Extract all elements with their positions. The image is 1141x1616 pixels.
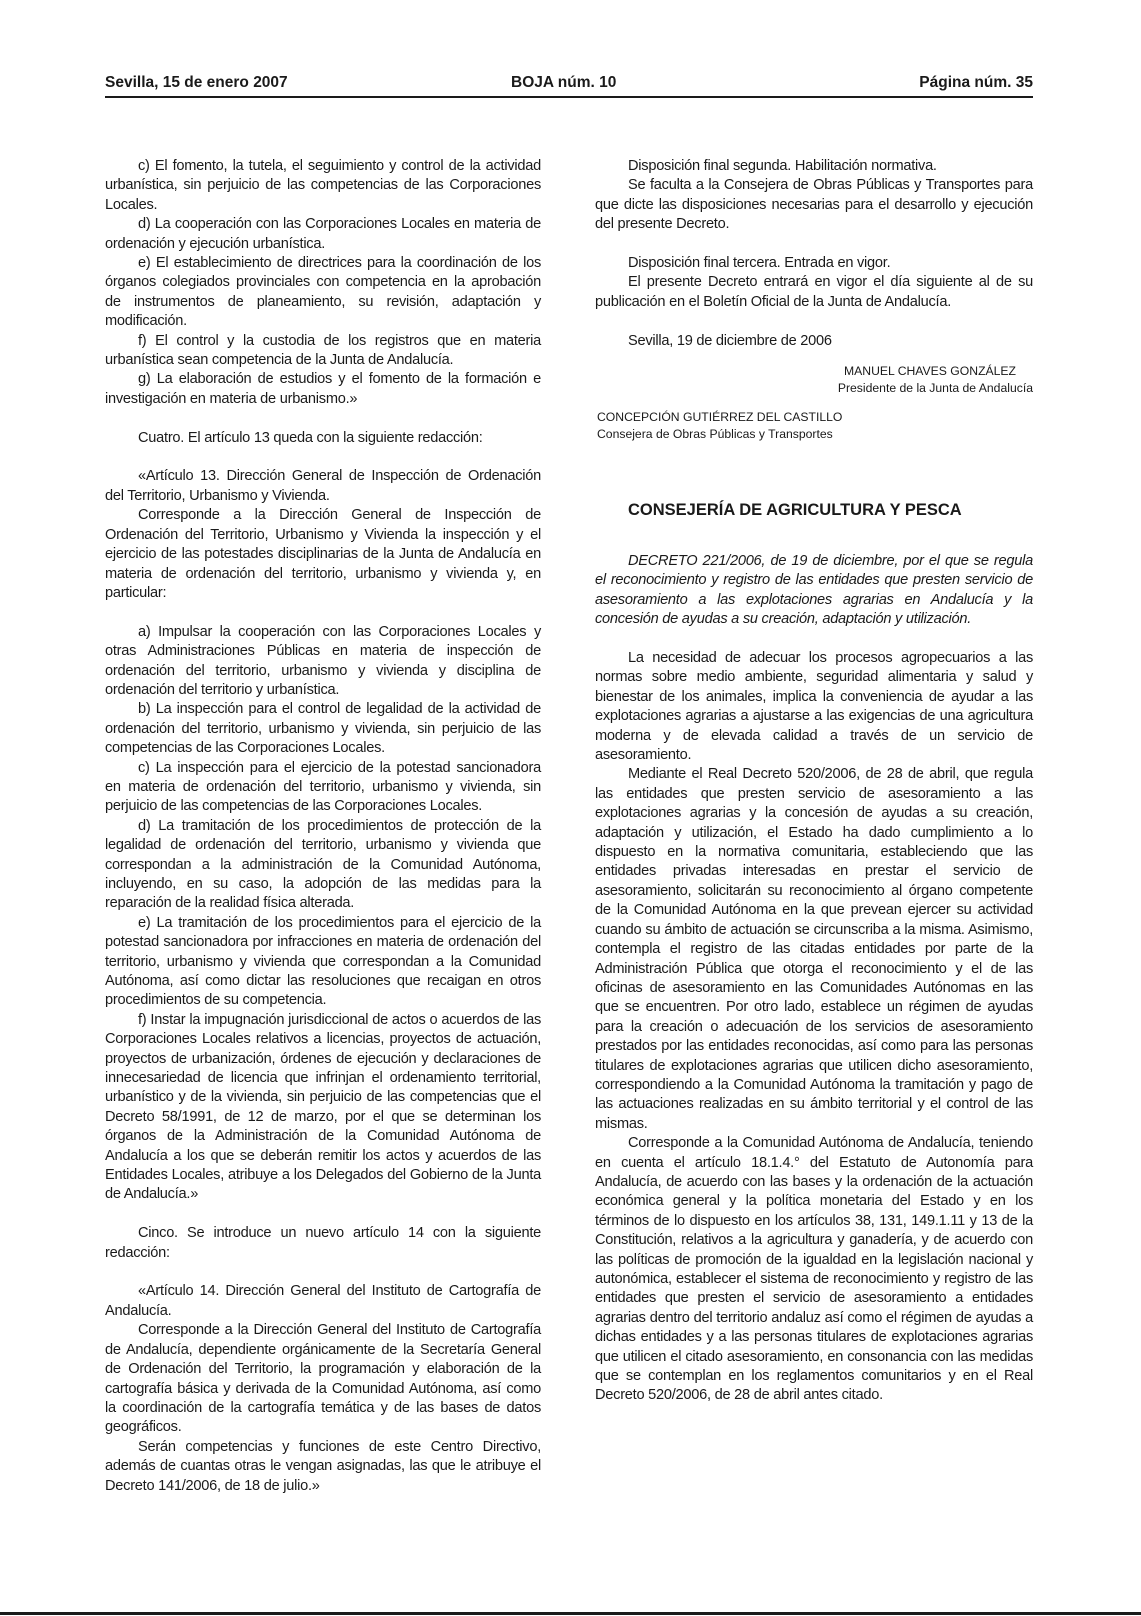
paragraph: f) El control y la custodia de los registros que en materia urbanística sean competencia de la Junta de Andalucía. xyxy=(105,332,541,369)
provision-heading: Disposición final tercera. Entrada en vigor. xyxy=(628,255,891,272)
paragraph: d) La cooperación con las Corporaciones Locales en materia de ordenación y ejecución urbanística. xyxy=(105,216,541,252)
header-bulletin-number: BOJA núm. 10 xyxy=(511,74,617,91)
paragraph: c) La inspección para el ejercicio de la potestad sancionadora en materia de ordenación del territorio, urbanismo y vivienda, sin perjuicio de las competencias de las Corporaciones Locales. xyxy=(105,759,541,815)
signer-title: Presidente de la Junta de Andalucía xyxy=(837,381,1033,396)
signer-name: MANUEL CHAVES GONZÁLEZ xyxy=(843,364,1016,379)
left-column xyxy=(105,157,541,1496)
paragraph: e) El establecimiento de directrices para la coordinación de los órganos colegiados provinciales con competencia en la aprobación de instrumentos de planeamiento, su revisión, adaptación y modificación. xyxy=(105,255,541,330)
paragraph: d) La tramitación de los procedimientos de protección de la legalidad de ordenación del territorio, urbanismo y vivienda que correspondan a la administración de la Comunidad Autónoma, incluyendo, en su caso, la adopción de las medidas para la reparación de la realidad física alterada. xyxy=(105,817,541,912)
article-heading: «Artículo 14. Dirección General del Instituto de Cartografía de Andalucía. xyxy=(105,1283,541,1319)
paragraph: Corresponde a la Dirección General de Inspección de Ordenación del Territorio, Urbanismo y Vivienda la inspección y el ejercicio de las potestades disciplinarias de la Junta de Andalucía en materia de ordenación del territorio, urbanismo y vivienda y, en particular: xyxy=(105,507,541,601)
paragraph: f) Instar la impugnación jurisdiccional de actos o acuerdos de las Corporaciones Locales relativos a licencias, proyectos de actuación, proyectos de urbanización, órdenes de ejecución y declaraciones de innecesariedad de licencia que infrinjan el ordenamiento territorial, urbanístico y de la vivienda, sin perjuicio de las competencias que el Decreto 58/1991, de 12 de marzo, por el que se determinan los órganos de la Administración de la Comunidad Autónoma de Andalucía a los que se deberán remitir los actos y acuerdos de las Entidades Locales, atribuye a los Delegados del Gobierno de la Junta de Andalucía.» xyxy=(105,1011,541,1203)
header-date: Sevilla, 15 de enero 2007 xyxy=(105,74,288,91)
header-page-number: Página núm. 35 xyxy=(919,74,1033,91)
decree-title: DECRETO 221/2006, de 19 de diciembre, por el que se regula el reconocimiento y registro de las entidades que presten servicio de asesoramiento a las explotaciones agrarias en Andalucía y la concesión de ayudas a su creación, adaptación y utilización. xyxy=(595,553,1033,628)
countersigner-title: Consejera de Obras Públicas y Transportes xyxy=(597,427,833,442)
signing-date: Sevilla, 19 de diciembre de 2006 xyxy=(628,332,832,349)
paragraph: e) La tramitación de los procedimientos para el ejercicio de la potestad sancionadora por infracciones en materia de ordenación del territorio, urbanismo y vivienda que correspondan a la Comunidad Autónoma, así como dictar las resoluciones que recaigan en otros procedimientos de su competencia. xyxy=(105,914,541,1009)
paragraph: Se faculta a la Consejera de Obras Públicas y Transportes para que dicte las disposiciones necesarias para el desarrollo y ejecución del presente Decreto. xyxy=(595,177,1033,233)
paragraph: Cuatro. El artículo 13 queda con la siguiente redacción: xyxy=(138,429,483,446)
paragraph: El presente Decreto entrará en vigor el día siguiente al de su publicación en el Boletín Oficial de la Junta de Andalucía. xyxy=(595,274,1033,310)
article-heading: «Artículo 13. Dirección General de Inspección de Ordenación del Territorio, Urbanismo y Vivienda. xyxy=(105,468,541,504)
paragraph: Corresponde a la Comunidad Autónoma de Andalucía, teniendo en cuenta el artículo 18.1.4.° del Estatuto de Autonomía para Andalucía, de acuerdo con las bases y la ordenación de la actuación económica general y la política monetaria del Estado y en los términos de lo dispuesto en los artículos 38, 131, 149.1.11 y 13 de la Constitución, relativos a la agricultura y ganadería, y de acuerdo con las políticas de promoción de la igualdad en la legislación nacional y autonómica, establecer el sistema de reconocimiento y registro de las entidades que presten el servicio de asesoramiento a entidades agrarias dentro del territorio andaluz así como el régimen de ayudas a dichas entidades y a las personas titulares de explotaciones agrarias que utilicen el citado asesoramiento, en consonancia con las medidas que se contemplan en los reglamentos comunitarios y en el Real Decreto 520/2006, de 28 de abril antes citado. xyxy=(595,1135,1033,1404)
paragraph: Corresponde a la Dirección General del Instituto de Cartografía de Andalucía, dependiente orgánicamente de la Secretaría General de Ordenación del Territorio, la programación y elaboración de la cartografía básica y derivada de la Comunidad Autónoma, así como la coordinación de la cartografía temática y de las bases de datos geográficos. xyxy=(105,1322,541,1436)
paragraph: Mediante el Real Decreto 520/2006, de 28 de abril, que regula las entidades que presten servicio de asesoramiento a las explotaciones agrarias y la concesión de ayudas a su creación, adaptación y utilización, el Estado ha dado cumplimiento a lo dispuesto en la normativa comunitaria, estableciendo que las entidades privadas interesadas en prestar el servicio de asesoramiento, solicitarán su reconocimiento al órgano competente de la Comunidad Autónoma en la que prevean ejercer su actividad cuando su ámbito de actuación se circunscriba a la misma. Asimismo, contempla el registro de las citadas entidades por parte de la Administración Pública que otorga el reconocimiento y el de las oficinas de asesoramiento en las Comunidades Autónomas en las que se encuentren. Por otro lado, establece un régimen de ayudas para la creación o adecuación de los servicios de asesoramiento prestados por las entidades reconocidas, así como para las personas titulares de explotaciones agrarias que utilicen dicho asesoramiento, correspondiendo a la Comunidad Autónoma la tramitación y pago de las actuaciones realizadas en su ámbito territorial y el control de las mismas. xyxy=(595,766,1033,1132)
paragraph: Serán competencias y funciones de este Centro Directivo, además de cuantas otras le vengan asignadas, las que le atribuye el Decreto 141/2006, de 18 de julio.» xyxy=(105,1438,541,1494)
paragraph: g) La elaboración de estudios y el fomento de la formación e investigación en materia de urbanismo.» xyxy=(105,371,541,407)
right-column xyxy=(595,157,1033,1406)
countersignature-block xyxy=(597,409,1033,443)
paragraph: Cinco. Se introduce un nuevo artículo 14 con la siguiente redacción: xyxy=(105,1225,541,1261)
bottom-rule xyxy=(0,1612,1141,1615)
countersigner-name: CONCEPCIÓN GUTIÉRREZ DEL CASTILLO xyxy=(597,410,843,425)
paragraph: a) Impulsar la cooperación con las Corporaciones Locales y otras Administraciones Públicas en materia de inspección de ordenación del territorio, urbanismo y vivienda y disciplina de ordenación del territorio y urbanística. xyxy=(105,623,541,698)
page-header xyxy=(105,74,1033,98)
paragraph: La necesidad de adecuar los procesos agropecuarios a las normas sobre medio ambiente, seguridad alimentaria y salud y bienestar de los animales, implica la conveniencia de ayudar a las explotaciones agrarias a ajustarse a las exigencias de una agricultura moderna y de elevada calidad a través de un servicio de asesoramiento. xyxy=(595,650,1033,764)
paragraph: b) La inspección para el control de legalidad de la actividad de ordenación del territorio, urbanismo y vivienda, sin perjuicio de las competencias de las Corporaciones Locales. xyxy=(105,701,541,757)
signature-block xyxy=(595,363,1033,397)
section-heading: CONSEJERÍA DE AGRICULTURA Y PESCA xyxy=(628,501,962,520)
paragraph: c) El fomento, la tutela, el seguimiento y control de la actividad urbanística, sin perjuicio de las competencias de las Corporaciones Locales. xyxy=(105,158,541,213)
provision-heading: Disposición final segunda. Habilitación normativa. xyxy=(628,158,937,174)
